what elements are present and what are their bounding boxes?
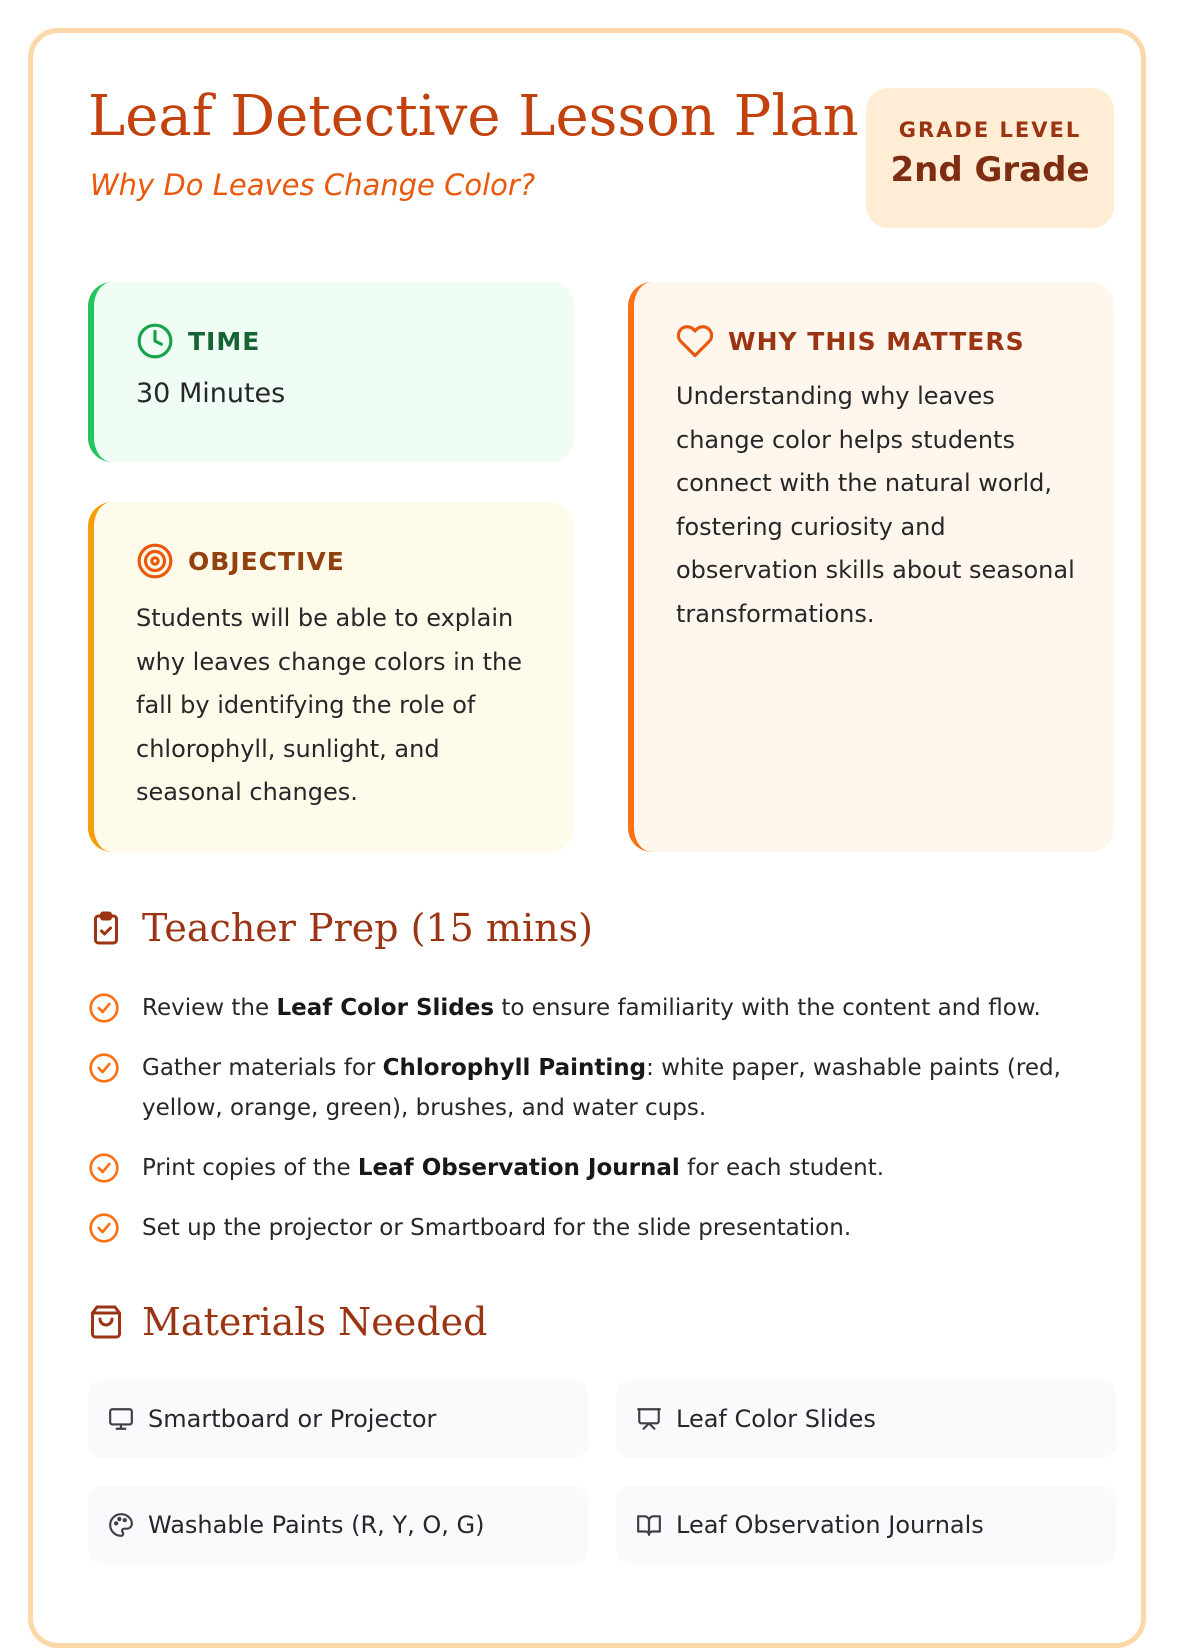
shopping-bag-icon — [88, 1302, 124, 1342]
objective-box — [88, 502, 574, 852]
time-value: 30 Minutes — [136, 378, 286, 409]
materials-grid — [88, 1380, 1116, 1564]
teacher-prep-title: Teacher Prep (15 mins) — [142, 906, 593, 950]
material-item — [616, 1486, 1116, 1564]
list-item — [88, 988, 1118, 1028]
check-circle-icon — [88, 1052, 120, 1084]
monitor-icon — [108, 1406, 134, 1432]
check-circle-icon — [88, 1152, 120, 1184]
grade-level-badge — [866, 88, 1114, 228]
list-item — [88, 1048, 1118, 1128]
presentation-icon — [636, 1406, 662, 1432]
objective-text: Students will be able to explain why leaves change colors in the fall by identifying the role of chlorophyll, sunlight, and seasonal changes. — [136, 604, 522, 806]
time-box — [88, 282, 574, 462]
prep-item-text: Gather materials for Chlorophyll Painting: white paper, washable paints (red, yellow, orange, green), brushes, and water cups. — [142, 1055, 1061, 1121]
material-label: Leaf Color Slides — [676, 1405, 876, 1433]
materials-title: Materials Needed — [142, 1300, 488, 1344]
book-open-icon — [636, 1512, 662, 1538]
check-circle-icon — [88, 992, 120, 1024]
objective-heading — [136, 542, 345, 580]
why-text: Understanding why leaves change color helps students connect with the natural world, fostering curiosity and observation skills about seasonal transformations. — [676, 382, 1075, 628]
why-heading-label: WHY THIS MATTERS — [728, 326, 1025, 356]
why-this-matters-box — [628, 282, 1114, 852]
list-item — [88, 1148, 1118, 1188]
objective-heading-label: OBJECTIVE — [188, 546, 345, 576]
check-circle-icon — [88, 1212, 120, 1244]
time-heading-label: TIME — [188, 326, 261, 356]
material-label: Smartboard or Projector — [148, 1405, 437, 1433]
material-item — [88, 1380, 588, 1458]
materials-heading — [88, 1300, 487, 1344]
target-icon — [136, 542, 174, 580]
clock-icon — [136, 322, 174, 360]
list-item — [88, 1208, 1118, 1248]
time-heading — [136, 322, 260, 360]
material-label: Leaf Observation Journals — [676, 1511, 984, 1539]
palette-icon — [108, 1512, 134, 1538]
prep-item-text: Print copies of the Leaf Observation Journal for each student. — [142, 1155, 885, 1181]
page-title: Leaf Detective Lesson Plan — [88, 84, 859, 149]
page-subtitle: Why Do Leaves Change Color? — [90, 168, 536, 202]
heart-icon — [676, 322, 714, 360]
why-heading — [676, 322, 1025, 360]
material-item — [88, 1486, 588, 1564]
clipboard-check-icon — [88, 908, 124, 948]
material-label: Washable Paints (R, Y, O, G) — [148, 1511, 485, 1539]
prep-item-text: Set up the projector or Smartboard for the slide presentation. — [142, 1215, 852, 1241]
teacher-prep-list — [88, 988, 1118, 1268]
prep-item-text: Review the Leaf Color Slides to ensure familiarity with the content and flow. — [142, 995, 1041, 1021]
teacher-prep-heading — [88, 906, 593, 950]
grade-level-value: 2nd Grade — [890, 150, 1090, 190]
material-item — [616, 1380, 1116, 1458]
grade-level-label: GRADE LEVEL — [898, 118, 1082, 142]
